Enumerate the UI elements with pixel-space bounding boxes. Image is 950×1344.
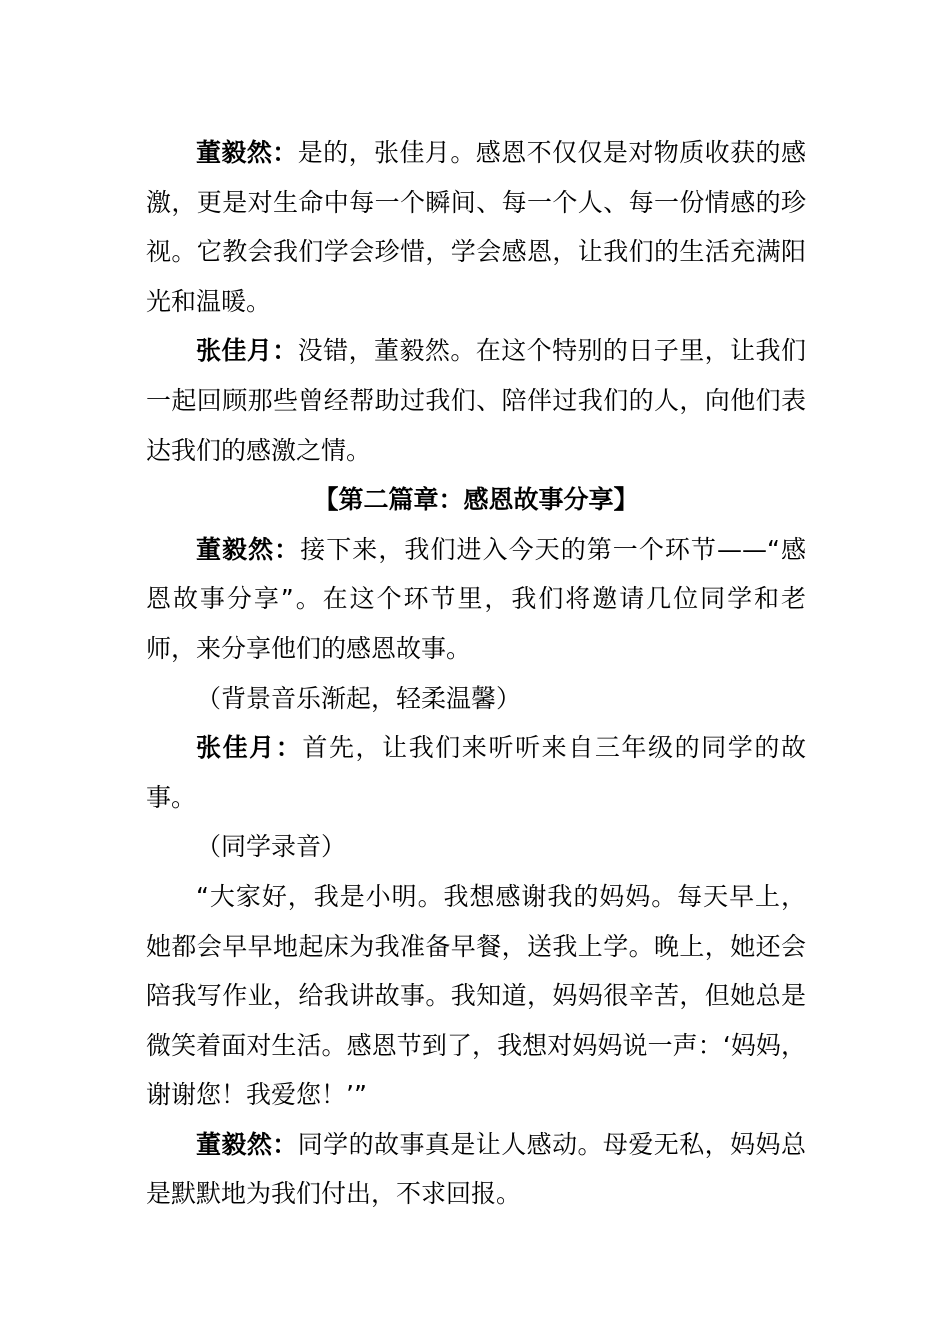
stage-direction: （背景音乐渐起，轻柔温馨）: [196, 683, 522, 713]
dialogue-paragraph: [146, 1120, 806, 1219]
dialogue-paragraph: [146, 326, 806, 475]
dialogue-text: 同学的故事真是让人感动。母爱无私，妈妈总是默默地为我们付出，不求回报。: [146, 1129, 806, 1209]
quoted-story: “大家好，我是小明。我想感谢我的妈妈。每天早上，她都会早早地起床为我准备早餐，送我上学。晚上，她还会陪我写作业，给我讲故事。我知道，妈妈很辛苦，但她总是微笑着面对生活。感恩节到了，我想对妈妈说一声：‘妈妈，谢谢您！我爱您！’”: [146, 881, 806, 1110]
speaker-name: 张佳月：: [196, 733, 303, 763]
speaker-name: 董毅然：: [196, 534, 301, 564]
speaker-name: 董毅然：: [196, 138, 298, 167]
dialogue-paragraph: [146, 525, 806, 674]
speaker-name: 董毅然：: [196, 1129, 298, 1159]
dialogue-paragraph: [146, 128, 806, 326]
dialogue-text: 接下来，我们进入今天的第一个环节——“感恩故事分享”。在这个环节里，我们将邀请几位同学和老师，来分享他们的感恩故事。: [146, 534, 806, 663]
dialogue-text: 没错，董毅然。在这个特别的日子里，让我们一起回顾那些曾经帮助过我们、陪伴过我们的人，向他们表达我们的感激之情。: [146, 336, 806, 465]
section-heading: 【第二篇章：感恩故事分享】: [313, 485, 639, 515]
stage-direction: （同学录音）: [196, 832, 347, 862]
dialogue-text: 首先，让我们来听听来自三年级的同学的故事。: [146, 733, 806, 812]
dialogue-paragraph: [146, 723, 806, 822]
document-page: [146, 128, 806, 1219]
dialogue-text: 是的，张佳月。感恩不仅仅是对物质收获的感激，更是对生命中每一个瞬间、每一个人、每一份情感的珍视。它教会我们学会珍惜，学会感恩，让我们的生活充满阳光和温暖。: [146, 138, 806, 316]
speaker-name: 张佳月：: [196, 336, 298, 366]
